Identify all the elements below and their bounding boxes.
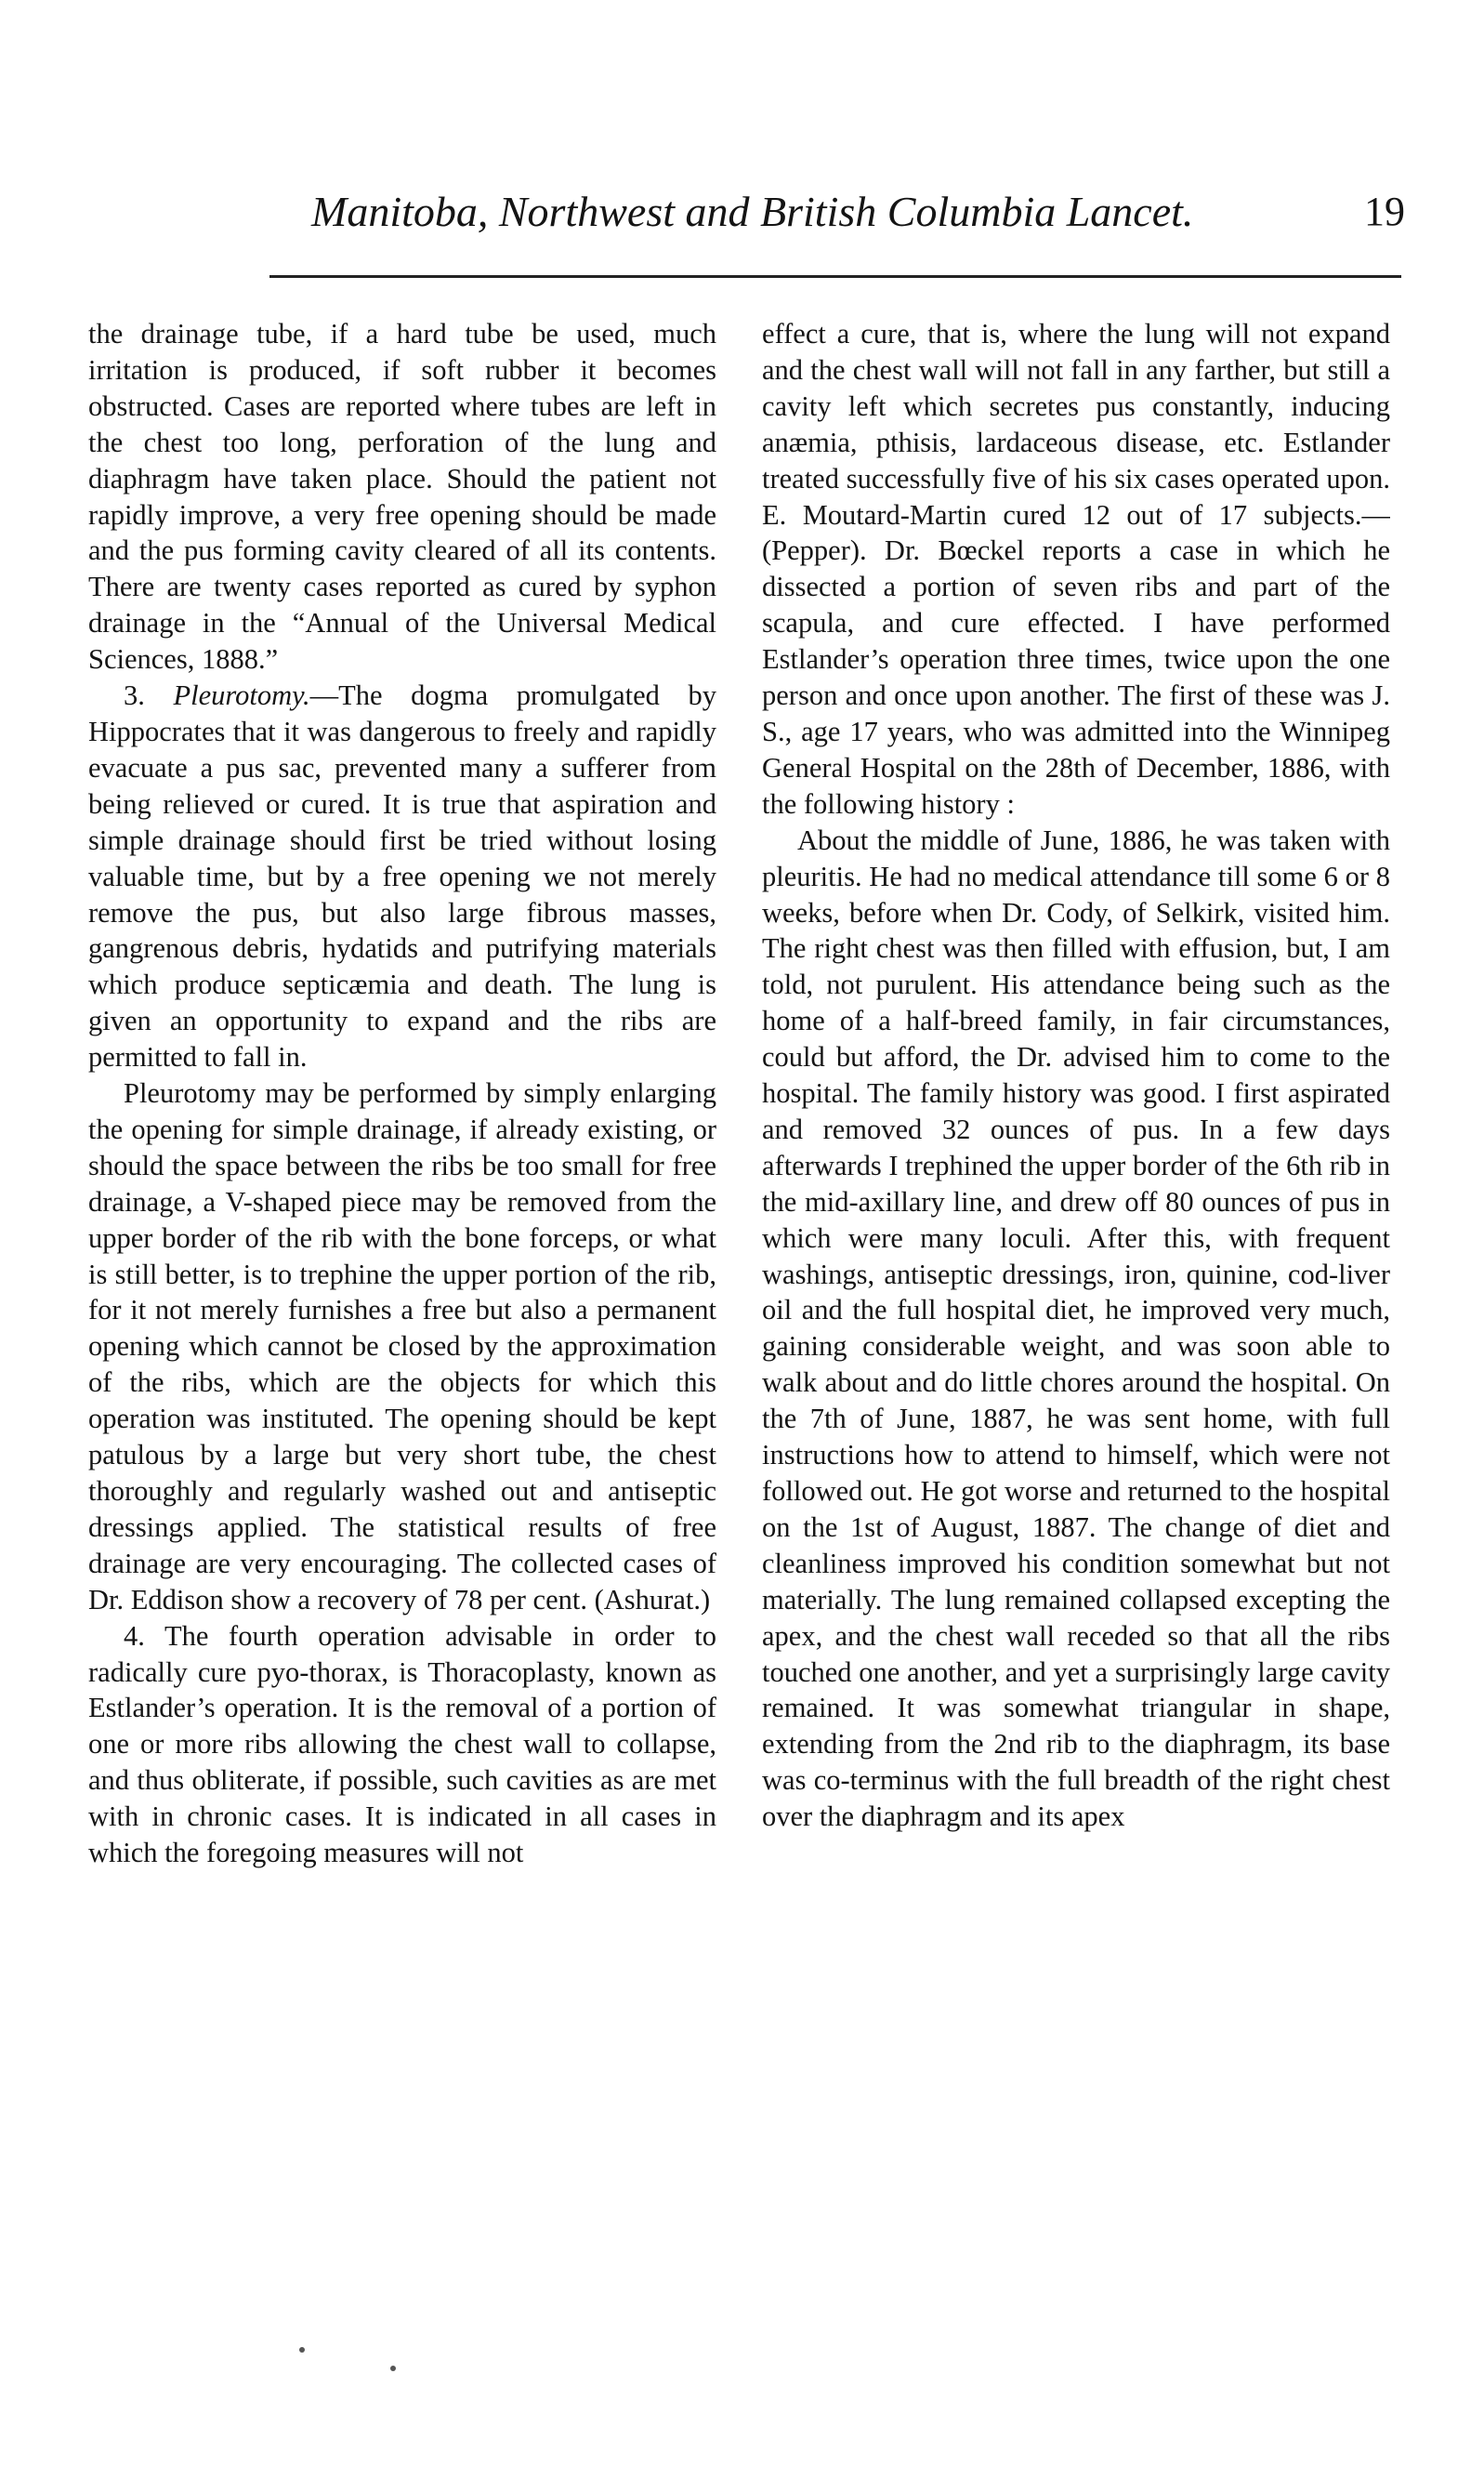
section-number: 3. (124, 679, 145, 712)
right-column (762, 316, 1390, 2287)
paragraph-thoracoplasty: 4. The fourth operation advisable in order to radically cure pyo-thorax, is Thoracoplasty, known as Estlander’s operation. It is the removal of a portion of one or more ribs allowing the chest wall to collapse, and thus obliterate, if possible, such cavities as are met with in chronic cases. It is indicated in all cases in which the foregoing measures will not (88, 1619, 716, 1869)
left-column (88, 316, 716, 2287)
paragraph-drainage-tube: the drainage tube, if a hard tube be used, much irritation is produced, if soft rubber it becomes obstructed. Cases are reported where tubes are left in the chest too long, perforation of the lung and diaphragm have taken place. Should the patient not rapidly improve, a very free opening should be made and the pus forming cavity cleared of all its contents. There are twenty cases reported as cured by syphon drainage in the “Annual of the Universal Medical Sciences, 1888.” (88, 318, 716, 676)
page-number: 19 (1364, 189, 1405, 234)
header-rule (269, 275, 1401, 278)
section-text: —The dogma promulgated by Hippocrates that it was dangerous to freely and rapidly evacuate a pus sac, prevented many a sufferer from being relieved or cured. It is true that aspiration and simple drainage should first be tried without losing valuable time, but by a free opening we not merely remove the pus, but also large fibrous masses, gangrenous debris, hydatids and putrifying materials which produce septicæmia and death. The lung is given an opportunity to expand and the ribs are permitted to fall in. (88, 679, 716, 1074)
paragraph-estlander-results: effect a cure, that is, where the lung will not expand and the chest wall will not fall in any farther, but still a cavity left which secretes pus constantly, inducing anæmia, pthisis, lardaceous disease, etc. Estlander treated successfully five of his six cases operated upon. E. Moutard-Martin cured 12 out of 17 subjects.—(Pepper). Dr. Bœckel reports a case in which he dissected a portion of seven ribs and part of the scapula, and cure effected. I have performed Estlander’s operation three times, twice upon the one person and once upon another. The first of these was J. S., age 17 years, who was admitted into the Winnipeg General Hospital on the 28th of December, 1886, with the following history : (762, 318, 1390, 820)
paragraph-pleurotomy (88, 678, 716, 1075)
paragraph-case-history: About the middle of June, 1886, he was taken with pleuritis. He had no medical attendance till some 6 or 8 weeks, before when Dr. Cody, of Selkirk, visited him. The right chest was then filled with effusion, but, I am told, not purulent. His attendance being such as the home of a half-breed family, in fair circumstances, could but afford, the Dr. advised him to come to the hospital. The family history was good. I first aspirated and removed 32 ounces of pus. In a few days afterwards I trephined the upper border of the 6th rib in the mid-axillary line, and drew off 80 ounces of pus in which were many loculi. After this, with frequent washings, antiseptic dressings, iron, quinine, cod-liver oil and the full hospital diet, he improved very much, gaining considerable weight, and was soon able to walk about and do little chores around the hospital. On the 7th of June, 1887, he was sent home, with full instructions how to attend to himself, which were not followed out. He got worse and returned to the hospital on the 1st of August, 1887. The change of diet and cleanliness improved his condition somewhat but not materially. The lung remained collapsed excepting the apex, and the chest wall receded so that all the ribs touched one another, and yet a surprisingly large cavity remained. It was somewhat triangular in shape, extending from the 2nd rib to the diaphragm, its base was co-terminus with the full breadth of the right chest over the diaphragm and its apex (762, 824, 1390, 1833)
running-title: Manitoba, Northwest and British Columbia Lancet. (311, 188, 1194, 235)
page-header (0, 184, 1484, 240)
print-speck (299, 2347, 305, 2353)
print-speck (390, 2366, 396, 2371)
section-term-pleurotomy: Pleurotomy. (173, 679, 310, 712)
paragraph-pleurotomy-method: Pleurotomy may be performed by simply enlarging the opening for simple drainage, if already existing, or should the space between the ribs be too small for free drainage, a V-shaped piece may be removed from the upper border of the rib with the bone forceps, or what is still better, is to trephine the upper portion of the rib, for it not merely furnishes a free but also a permanent opening which cannot be closed by the approximation of the ribs, which are the objects for which this operation was instituted. The opening should be kept patulous by a large but very short tube, the chest thoroughly and regularly washed out and antiseptic dressings applied. The statistical results of free drainage are very encouraging. The collected cases of Dr. Eddison show a recovery of 78 per cent. (Ashurat.) (88, 1077, 716, 1615)
